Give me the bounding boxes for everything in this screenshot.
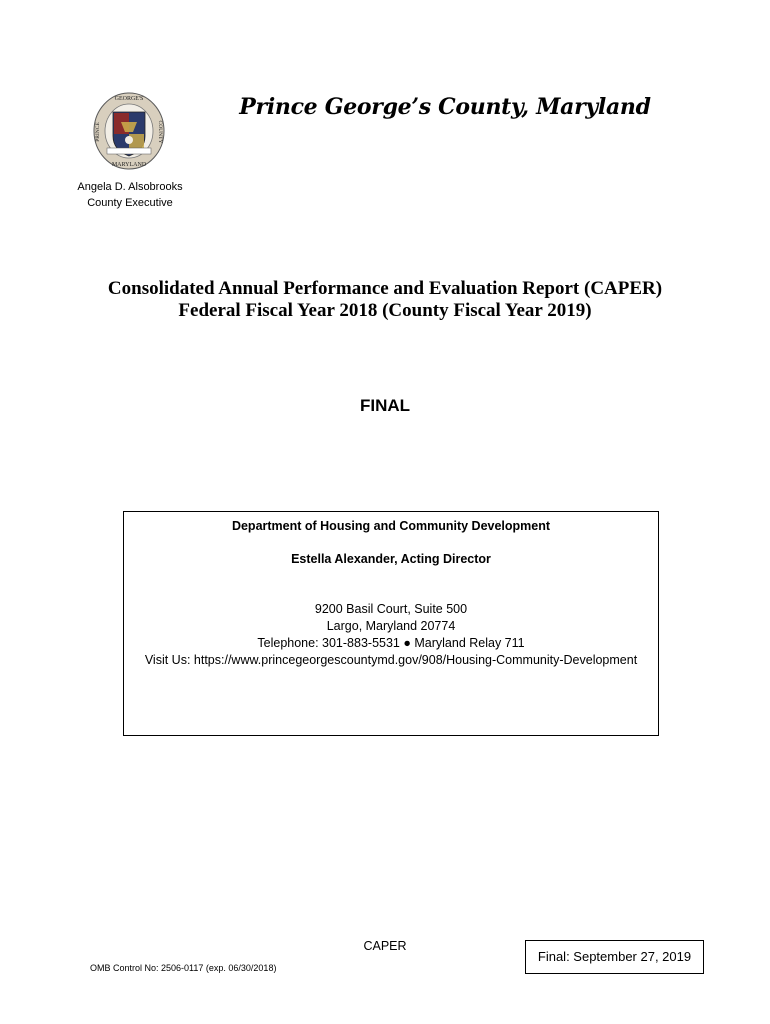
website-line: Visit Us: https://www.princegeorgescountymd.gov/908/Housing-Community-Development: [144, 653, 638, 667]
seal-right-text: COUNTY: [157, 120, 163, 144]
omb-control-number: OMB Control No: 2506-0117 (exp. 06/30/2018): [90, 963, 277, 973]
seal-bottom-text: MARYLAND: [111, 162, 147, 168]
executive-title: County Executive: [87, 197, 173, 209]
report-title: [60, 278, 710, 322]
report-title-line2: Federal Fiscal Year 2018 (County Fiscal Year 2019): [178, 300, 592, 321]
contact-info-box: [123, 511, 659, 736]
seal-top-text: GEORGE'S: [114, 96, 144, 102]
report-title-line1: Consolidated Annual Performance and Evaluation Report (CAPER): [107, 278, 663, 299]
director-name: Estella Alexander, Acting Director: [291, 552, 491, 566]
report-status: FINAL: [359, 396, 411, 415]
phone-line: Telephone: 301-883-5531 ● Maryland Relay 711: [257, 636, 525, 650]
address-line1: 9200 Basil Court, Suite 500: [314, 602, 468, 616]
address-line2: Largo, Maryland 20774: [326, 619, 456, 633]
county-executive: [60, 179, 200, 211]
executive-name: Angela D. Alsobrooks: [77, 181, 183, 193]
county-seal-icon: [93, 92, 165, 170]
footer-caper-label: CAPER: [363, 939, 407, 953]
county-seal: [93, 92, 165, 170]
county-title: Prince George’s County, Maryland: [239, 94, 651, 120]
department-name: Department of Housing and Community Development: [231, 519, 551, 533]
final-date-box: Final: September 27, 2019: [525, 940, 704, 974]
seal-left-text: PRINCE: [95, 122, 101, 142]
contact-address: [124, 601, 658, 669]
